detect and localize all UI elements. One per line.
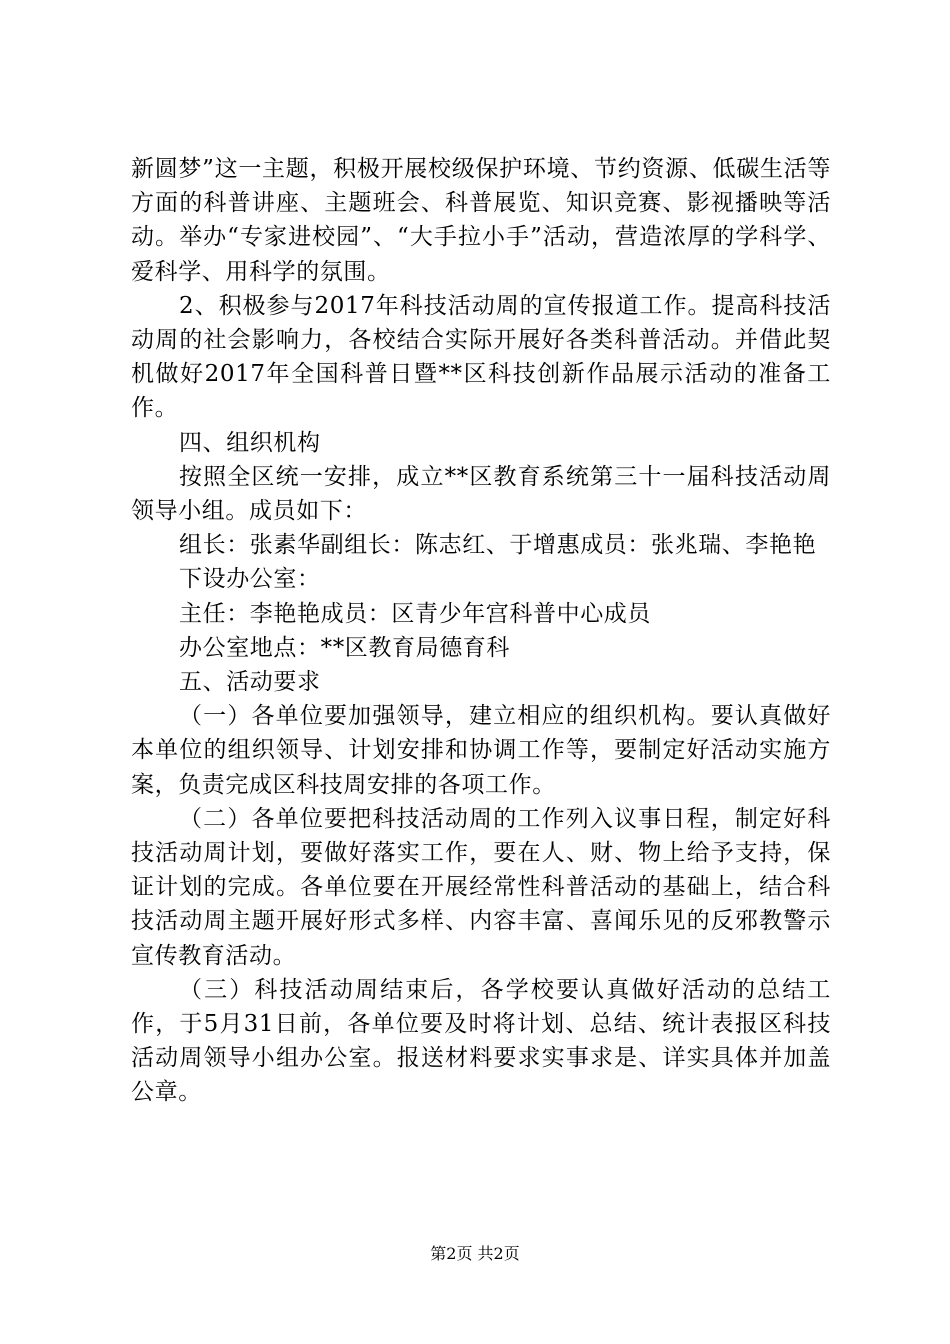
paragraph-12: （三）科技活动周结束后，各学校要认真做好活动的总结工作，于5月31日前，各单位要及时将计划、总结、统计表报区科技活动周领导小组办公室。报送材料要求实事求是、详实具体并加盖公章。	[131, 976, 831, 1106]
paragraph-8: 办公室地点：**区教育局德育科	[179, 634, 510, 661]
paragraph-4: 按照全区统一安排，成立**区教育系统第三十一届科技活动周领导小组。成员如下：	[131, 463, 831, 525]
page-footer	[0, 1244, 950, 1264]
paragraph-1: 新圆梦”这一主题，积极开展校级保护环境、节约资源、低碳生活等方面的科普讲座、主题班会、科普展览、知识竞赛、影视播映等活动。举办“专家进校园”、“大手拉小手”活动，营造浓厚的学科学、爱科学、用科学的氛围。	[131, 156, 831, 285]
paragraph-7: 主任：李艳艳成员：区青少年宫科普中心成员	[179, 600, 651, 627]
paragraph-2: 2、积极参与2017年科技活动周的宣传报道工作。提高科技活动周的社会影响力，各校结合实际开展好各类科普活动。并借此契机做好2017年全国科普日暨**区科技创新作品展示活动的准备工作。	[131, 292, 831, 422]
paragraph-5: 组长：张素华副组长：陈志红、于增惠成员：张兆瑞、李艳艳	[179, 532, 817, 559]
paragraph-11: （二）各单位要把科技活动周的工作列入议事日程，制定好科技活动周计划，要做好落实工作，要在人、财、物上给予支持，保证计划的完成。各单位要在开展经常性科普活动的基础上，结合科技活动周主题开展好形式多样、内容丰富、喜闻乐见的反邪教警示宣传教育活动。	[131, 805, 831, 969]
paragraph-6: 下设办公室：	[179, 566, 321, 593]
paragraph-10: （一）各单位要加强领导，建立相应的组织机构。要认真做好本单位的组织领导、计划安排和协调工作等，要制定好活动实施方案，负责完成区科技周安排的各项工作。	[131, 703, 831, 798]
page-number-label: 第2页 共2页	[430, 1244, 520, 1263]
section-heading-organization: 四、组织机构	[179, 429, 321, 456]
section-heading-requirements: 五、活动要求	[179, 669, 321, 696]
document-body	[131, 152, 831, 1110]
